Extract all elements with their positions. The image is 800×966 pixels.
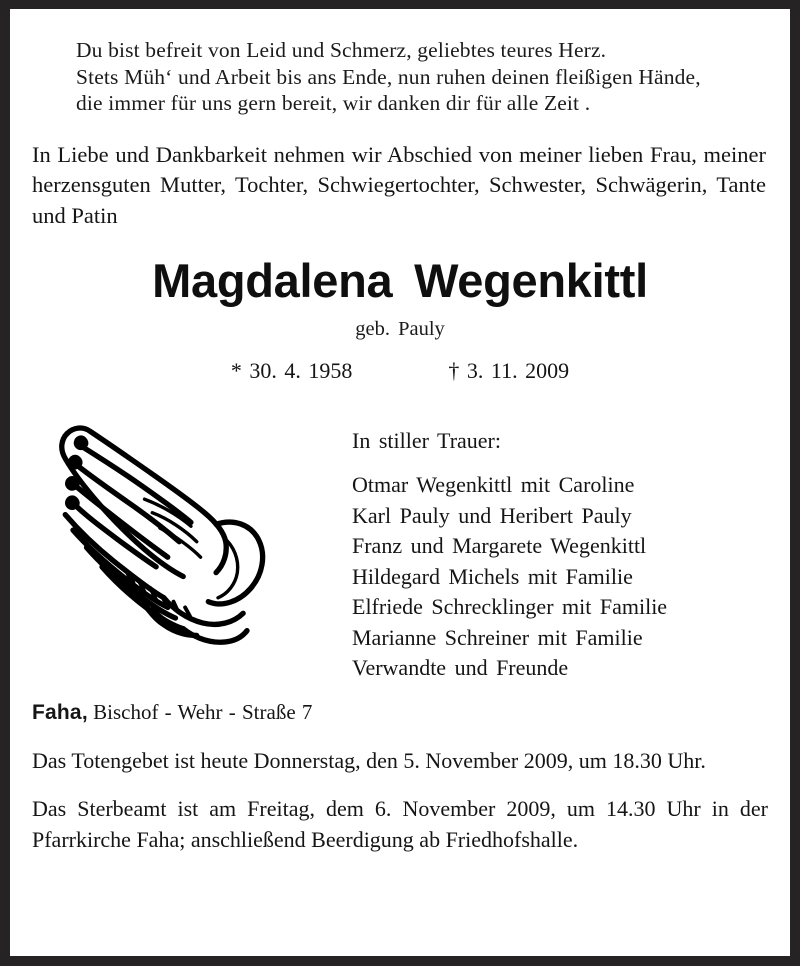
mourners-heading: In stiller Trauer: [352, 428, 501, 453]
life-dates [32, 358, 768, 384]
poem-line-2: Stets Müh‘ und Arbeit bis ans Ende, nun ruhen deinen fleißigen Hände, [76, 64, 701, 89]
deceased-name-block [32, 254, 768, 384]
poem-line-3: die immer für uns gern bereit, wir danken dir für alle Zeit . [76, 91, 591, 115]
praying-hands-illustration [32, 406, 344, 656]
mourner-entry: Verwandte und Freunde [352, 655, 569, 680]
maiden-name: geb. Pauly [355, 318, 445, 340]
prayer-service-info: Das Totengebet ist heute Donnerstag, den 5. November 2009, um 18.30 Uhr. [32, 747, 706, 773]
mourner-entry: Otmar Wegenkittl mit Caroline [352, 472, 635, 497]
address-town: Faha, [32, 700, 88, 724]
address-street: Bischof - Wehr - Straße 7 [93, 699, 313, 724]
illustration-and-mourners [32, 406, 768, 684]
deceased-name: Magdalena Wegenkittl [152, 254, 648, 307]
address-line [32, 698, 768, 727]
mourner-entry: Elfriede Schrecklinger mit Familie [352, 594, 668, 619]
mourner-entry: Marianne Schreiner mit Familie [352, 624, 643, 650]
mourner-entry: Karl Pauly und Heribert Pauly [352, 502, 632, 528]
farewell-intro-paragraph: In Liebe und Dankbarkeit nehmen wir Abschied von meiner lieben Frau, meiner herzensguten Mutter, Tochter, Schwiegertochter, Schwester, Schwägerin, Tante und Patin [32, 141, 766, 228]
memorial-poem [32, 9, 768, 117]
funeral-service-info: Das Sterbeamt ist am Freitag, dem 6. November 2009, um 14.30 Uhr in der Pfarrkirche Faha; anschließend Beerdigung ab Friedhofshalle. [32, 796, 768, 852]
mourners-list [344, 406, 768, 684]
poem-line-1: Du bist befreit von Leid und Schmerz, geliebtes teures Herz. [76, 38, 607, 62]
birth-date: * 30. 4. 1958 [230, 358, 353, 383]
mourner-entry: Franz und Margarete Wegenkittl [352, 533, 647, 558]
obituary-sheet [10, 9, 790, 956]
death-date: † 3. 11. 2009 [448, 358, 570, 383]
mourner-entry: Hildegard Michels mit Familie [352, 563, 633, 589]
praying-hands-icon [44, 410, 276, 656]
